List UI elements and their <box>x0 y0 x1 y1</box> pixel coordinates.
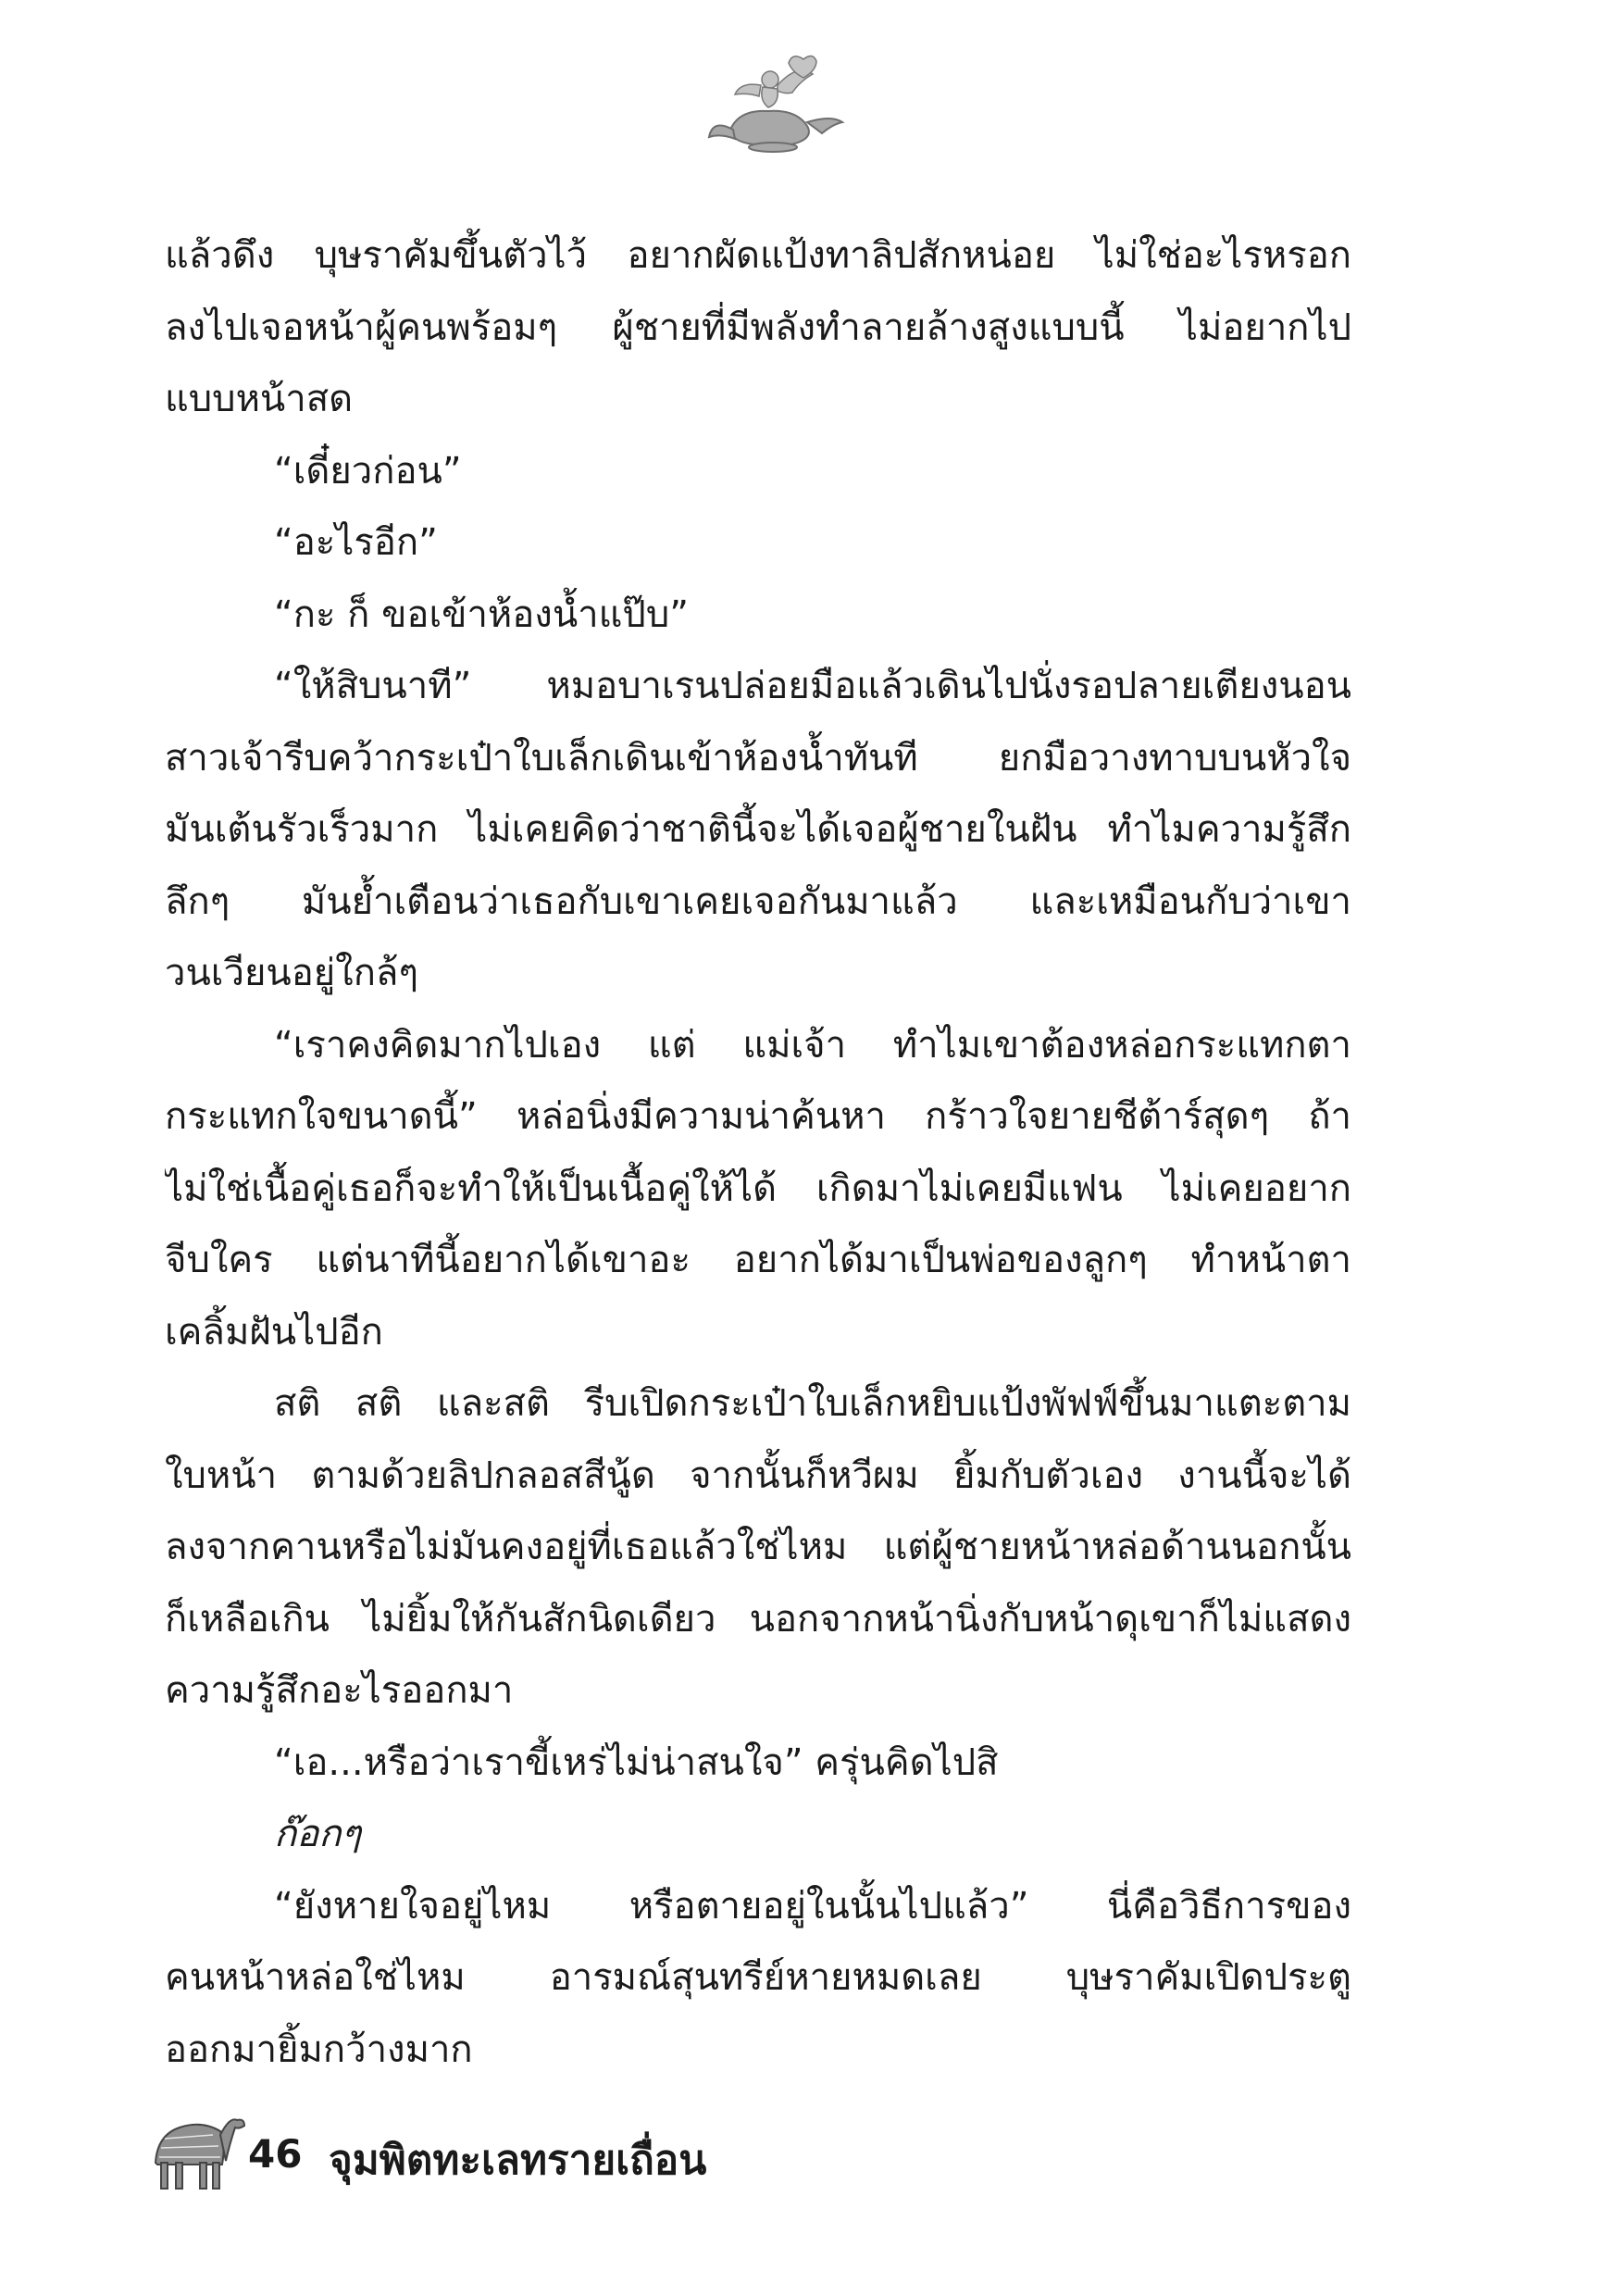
text-line: มันเต้นรัวเร็วมาก ไม่เคยคิดว่าชาตินี้จะได้เจอผู้ชายในฝัน ทำไมความรู้สึก <box>165 808 1351 851</box>
text-line: “เอ...หรือว่าเราขี้เหร่ไม่น่าสนใจ” ครุ่นคิดไปสิ <box>274 1741 999 1784</box>
text-line: “กะ ก็ ขอเข้าห้องน้ำแป๊บ” <box>274 593 689 636</box>
text-line: “ยังหายใจอยู่ไหม หรือตายอยู่ในนั้นไปแล้ว” นี่คือวิธีการของ <box>274 1884 1351 1928</box>
cupid-teapot-ornament-icon <box>703 54 852 156</box>
text-line: “อะไรอีก” <box>274 521 438 564</box>
text-line: จีบใคร แต่นาทีนี้อยากได้เขาอะ อยากได้มาเป็นพ่อของลูกๆ ทำหน้าตา <box>165 1239 1351 1281</box>
text-line: แบบหน้าสด <box>165 378 354 420</box>
book-title: จุมพิตทะเลทรายเถื่อน <box>329 2137 707 2184</box>
text-line: ลงไปเจอหน้าผู้คนพร้อมๆ ผู้ชายที่มีพลังทำลายล้างสูงแบบนี้ ไม่อยากไป <box>165 306 1351 349</box>
text-line: แล้วดึง บุษราคัมขึ้นตัวไว้ อยากผัดแป้งทาลิปสักหน่อย ไม่ใช่อะไรหรอก <box>165 234 1351 277</box>
text-line: สติ สติ และสติ รีบเปิดกระเป๋าใบเล็กหยิบแป้งพัฟฟ์ขึ้นมาแตะตาม <box>274 1382 1351 1425</box>
text-line: “เราคงคิดมากไปเอง แต่ แม่เจ้า ทำไมเขาต้องหล่อกระแทกตา <box>274 1023 1351 1067</box>
text-line: สาวเจ้ารีบคว้ากระเป๋าใบเล็กเดินเข้าห้องน้ำทันที ยกมือวางทาบบนหัวใจ <box>165 736 1351 780</box>
text-line: คนหน้าหล่อใช่ไหม อารมณ์สุนทรีย์หายหมดเลย บุษราคัมเปิดประตู <box>165 1956 1351 1999</box>
text-line: ใบหน้า ตามด้วยลิปกลอสสีนู้ด จากนั้นก็หวีผม ยิ้มกับตัวเอง งานนี้จะได้ <box>165 1454 1351 1497</box>
text-line: ออกมายิ้มกว้างมาก <box>165 2028 473 2071</box>
page-number: 46 <box>248 2131 303 2177</box>
text-line: ก๊อกๆ <box>274 1813 361 1855</box>
text-line: เคลิ้มฝันไปอีก <box>165 1310 383 1354</box>
text-line: กระแทกใจขนาดนี้” หล่อนิ่งมีความน่าค้นหา กร้าวใจยายชีต้าร์สุดๆ ถ้า <box>165 1095 1351 1138</box>
body-text <box>165 220 1351 2086</box>
page-footer <box>139 2100 972 2202</box>
text-line: ลงจากคานหรือไม่มันคงอยู่ที่เธอแล้วใช่ไหม แต่ผู้ชายหน้าหล่อด้านนอกนั้น <box>165 1526 1351 1568</box>
text-line: ไม่ใช่เนื้อคู่เธอก็จะทำให้เป็นเนื้อคู่ให้ได้ เกิดมาไม่เคยมีแฟน ไม่เคยอยาก <box>165 1167 1351 1210</box>
text-line: ลึกๆ มันย้ำเตือนว่าเธอกับเขาเคยเจอกันมาแล้ว และเหมือนกับว่าเขา <box>165 880 1351 923</box>
text-line: “ให้สิบนาที” หมอบาเรนปล่อยมือแล้วเดินไปนั่งรอปลายเตียงนอน <box>274 665 1351 707</box>
camel-icon <box>148 2107 252 2192</box>
text-line: ความรู้สึกอะไรออกมา <box>165 1669 514 1712</box>
text-line: ก็เหลือเกิน ไม่ยิ้มให้กันสักนิดเดียว นอกจากหน้านิ่งกับหน้าดุเขาก็ไม่แสดง <box>165 1597 1351 1641</box>
text-line: “เดี๋ยวก่อน” <box>274 449 462 493</box>
text-line: วนเวียนอยู่ใกล้ๆ <box>165 952 418 994</box>
